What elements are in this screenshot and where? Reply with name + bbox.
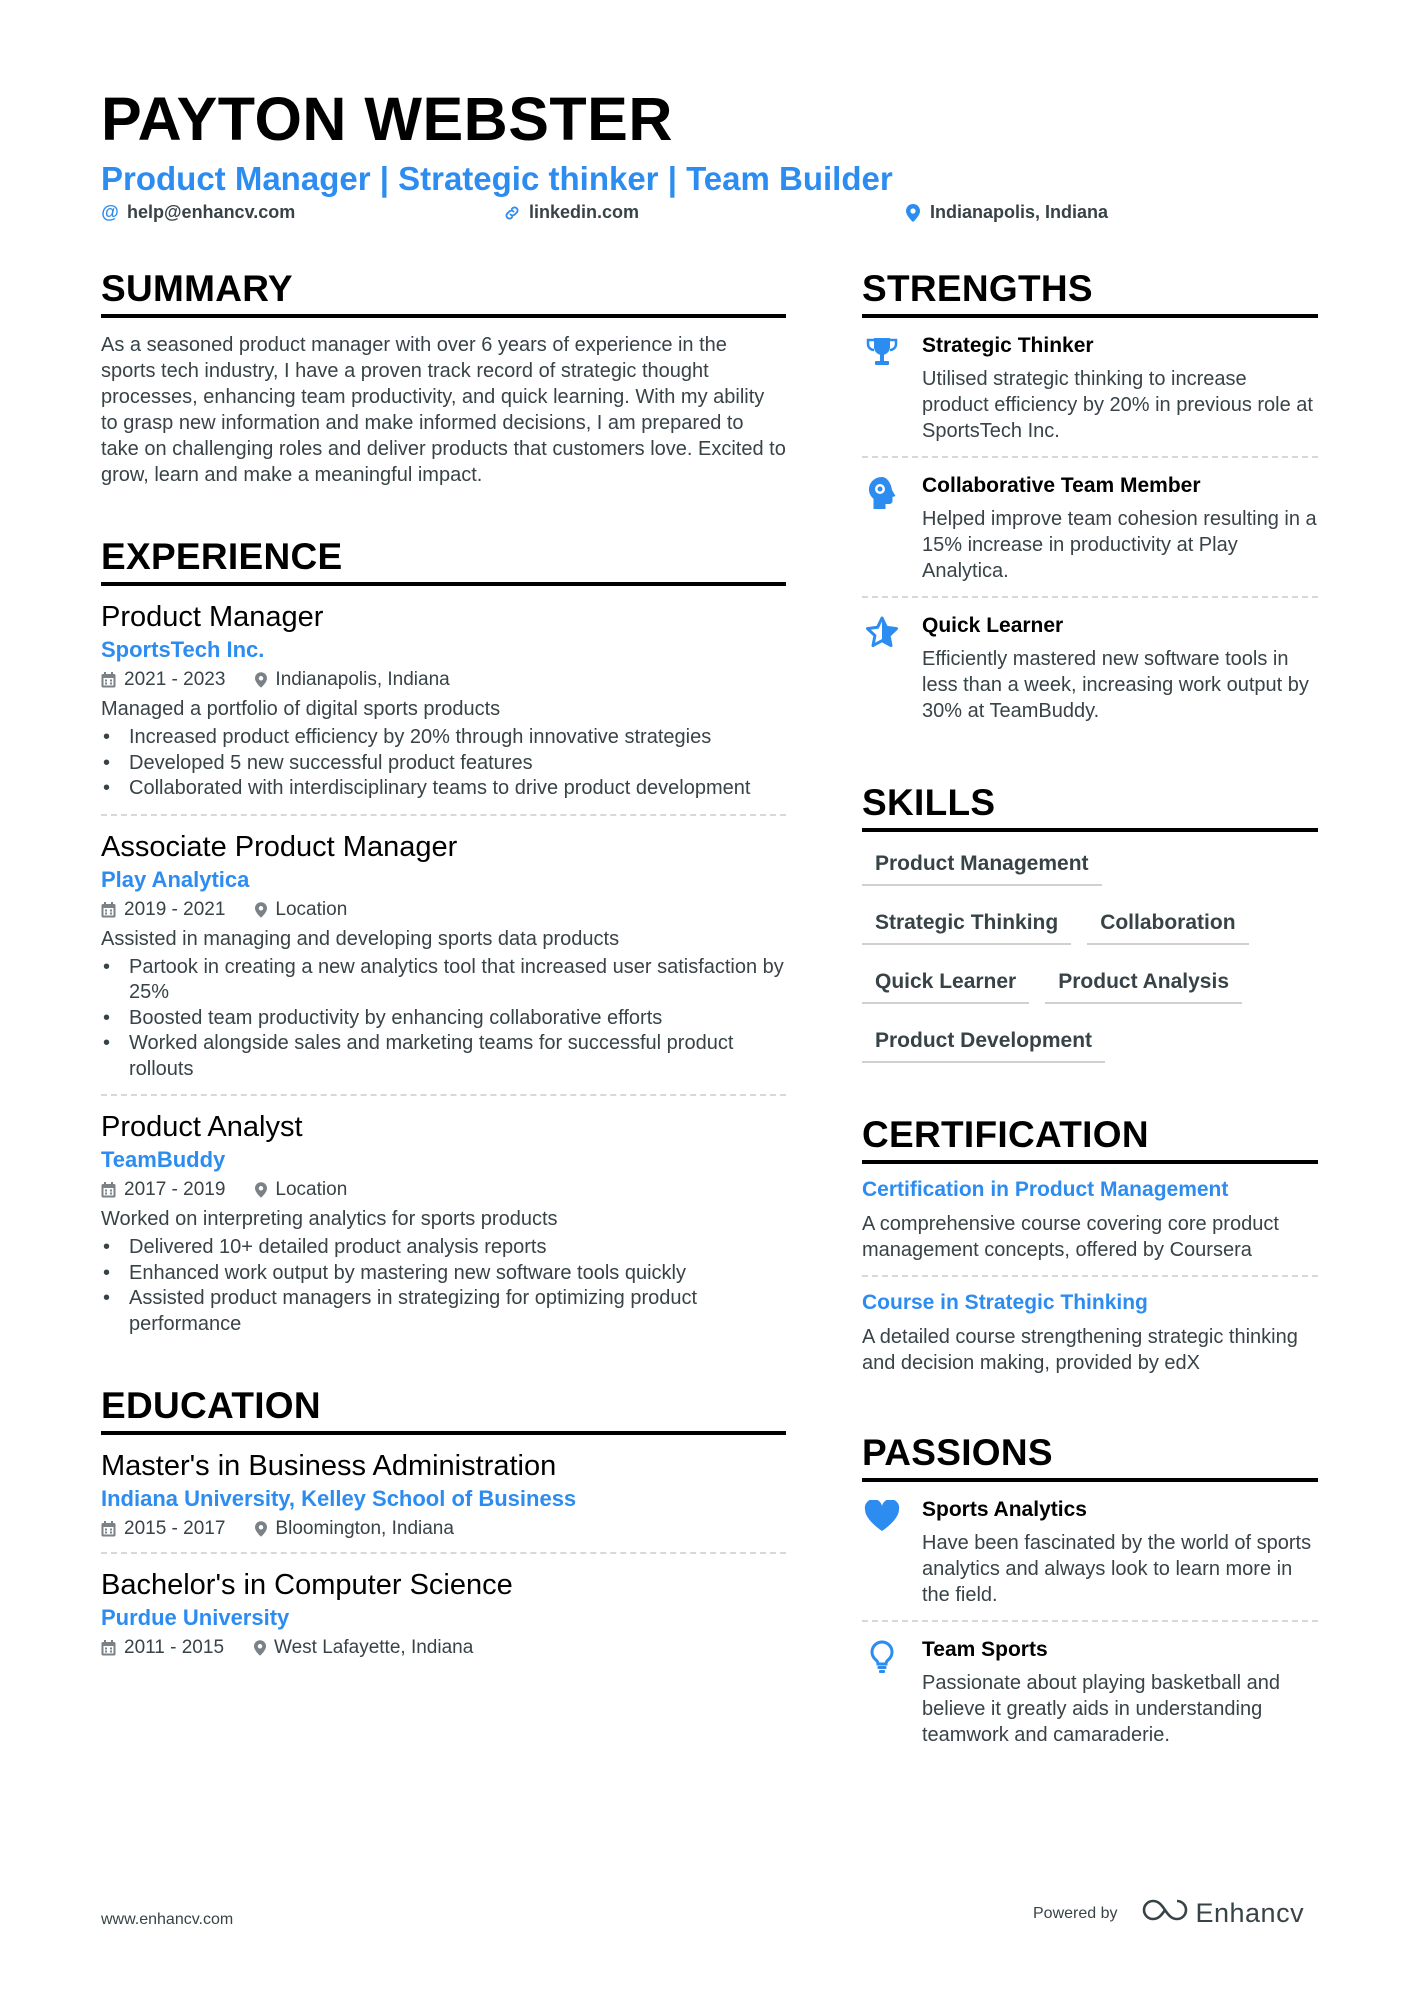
contact-email[interactable] [101, 202, 295, 223]
strength-title: Quick Learner [922, 614, 1064, 637]
enhancv-logo[interactable] [1142, 1898, 1305, 1929]
education-meta [101, 1518, 786, 1540]
company-name: Play Analytica [101, 866, 250, 892]
job-title: Product Manager [101, 601, 324, 633]
certification-description: A detailed course strengthening strategic thinking and decision making, provided by edX [862, 1326, 1298, 1374]
passion-item [862, 1482, 1318, 1622]
linkedin-text: linkedin.com [529, 202, 640, 222]
location-text: Bloomington, Indiana [275, 1518, 454, 1539]
skill-tag: Quick Learner [862, 960, 1029, 1004]
job-meta [101, 1179, 786, 1201]
achievement-item: • Worked alongside sales and marketing teams for successful product rollouts [101, 1031, 786, 1082]
company-name: SportsTech Inc. [101, 637, 265, 662]
dates-text: 2015 - 2017 [124, 1518, 226, 1539]
location-pin-icon [255, 1521, 267, 1537]
passion-item [862, 1622, 1318, 1760]
brand-name: Enhancv [1195, 1898, 1305, 1928]
strength-title: Strategic Thinker [922, 334, 1094, 357]
achievement-item: • Enhanced work output by mastering new software tools quickly [101, 1261, 786, 1287]
right-column [862, 268, 1318, 1760]
candidate-name: PAYTON WEBSTER [101, 85, 673, 153]
strength-item [862, 318, 1318, 458]
achievement-list [101, 1235, 786, 1337]
calendar-icon [101, 672, 116, 688]
school-name: Indiana University, Kelley School of Business [101, 1486, 577, 1511]
skills-list [862, 832, 1332, 1078]
email-text: help@enhancv.com [127, 202, 296, 222]
dates-text: 2021 - 2023 [124, 669, 226, 690]
job-dates [101, 899, 225, 921]
education-entry [101, 1554, 786, 1671]
education-dates [101, 1637, 224, 1659]
location-pin-icon [255, 902, 267, 918]
education-title: EDUCATION [101, 1385, 786, 1435]
job-dates [101, 1179, 225, 1201]
achievement-item: • Developed 5 new successful product features [101, 751, 786, 777]
certification-description: A comprehensive course covering core product management concepts, offered by Coursera [862, 1213, 1279, 1261]
certification-title: CERTIFICATION [862, 1114, 1318, 1164]
company-name: TeamBuddy [101, 1147, 226, 1172]
strength-description: Helped improve team cohesion resulting in a 15% increase in productivity at Play Analytica. [922, 508, 1317, 582]
calendar-icon [101, 1640, 116, 1656]
strength-content [922, 614, 1318, 724]
strength-title: Collaborative Team Member [922, 474, 1201, 497]
certification-item [862, 1164, 1318, 1277]
certification-item [862, 1277, 1318, 1388]
job-meta [101, 669, 786, 691]
star-icon [862, 614, 902, 724]
experience-entry [101, 586, 786, 816]
location-text: Location [275, 1179, 348, 1200]
education-section [101, 1385, 786, 1671]
location-text: West Lafayette, Indiana [274, 1637, 474, 1658]
achievement-item: • Collaborated with interdisciplinary teams to drive product development [101, 776, 786, 802]
passion-description: Passionate about playing basketball and believe it greatly aids in understanding teamwork and camaraderie. [922, 1672, 1281, 1746]
job-description: Worked on interpreting analytics for sports products [101, 1208, 558, 1230]
head-icon [862, 474, 902, 584]
strength-item [862, 598, 1318, 736]
skill-tag: Product Analysis [1045, 960, 1242, 1004]
passions-title: PASSIONS [862, 1432, 1318, 1482]
job-location [255, 669, 449, 691]
at-icon: @ [101, 202, 119, 222]
job-location [255, 899, 347, 921]
job-meta [101, 899, 786, 921]
passion-title: Sports Analytics [922, 1498, 1087, 1521]
dates-text: 2019 - 2021 [124, 898, 226, 920]
location-pin-icon [255, 672, 267, 688]
location-pin-icon [904, 204, 922, 222]
certification-name: Certification in Product Management [862, 1178, 1229, 1201]
infinity-logo-icon [1142, 1898, 1188, 1929]
calendar-icon [101, 1521, 116, 1537]
skills-section [862, 782, 1318, 1078]
left-column [101, 268, 786, 1671]
achievement-item: • Partook in creating a new analytics tool that increased user satisfaction by 25% [101, 955, 786, 1006]
skill-tag: Collaboration [1087, 901, 1248, 945]
passion-content [922, 1498, 1318, 1608]
experience-title: EXPERIENCE [101, 536, 786, 586]
experience-entry [101, 816, 786, 1097]
summary-text: As a seasoned product manager with over 6 years of experience in the sports tech industry, I have a proven track record of strategic thought processes, enhancing team productivity, and quick learning. With my ability to grasp new information and make informed decisions, I am prepared to take on challenging roles and deliver products that customers love. Excited to grow, learn and make a meaningful impact. [101, 334, 786, 486]
dates-text: 2011 - 2015 [124, 1637, 225, 1658]
powered-by-text: Powered by [1033, 1904, 1118, 1922]
job-title: Product Analyst [101, 1111, 303, 1143]
education-dates [101, 1518, 225, 1540]
job-location [255, 1179, 347, 1201]
strengths-section [862, 268, 1318, 736]
skills-title: SKILLS [862, 782, 1318, 832]
degree-title: Bachelor's in Computer Science [101, 1569, 513, 1601]
calendar-icon [101, 902, 116, 918]
heart-icon [862, 1498, 902, 1608]
achievement-list [101, 725, 786, 802]
achievement-item: • Increased product efficiency by 20% through innovative strategies [101, 725, 786, 751]
certification-name: Course in Strategic Thinking [862, 1291, 1148, 1314]
location-pin-icon [254, 1640, 266, 1656]
education-entry [101, 1435, 786, 1554]
education-meta [101, 1637, 786, 1659]
strengths-title: STRENGTHS [862, 268, 1318, 318]
job-description: Managed a portfolio of digital sports products [101, 698, 501, 720]
job-description: Assisted in managing and developing sports data products [101, 927, 620, 950]
passion-title: Team Sports [922, 1638, 1048, 1661]
strength-description: Utilised strategic thinking to increase product efficiency by 20% in previous role at SportsTech Inc. [922, 368, 1313, 442]
summary-section [101, 268, 786, 488]
lightbulb-icon [862, 1638, 902, 1748]
strength-description: Efficiently mastered new software tools in less than a week, increasing work output by 30% at TeamBuddy. [922, 648, 1309, 722]
contact-linkedin[interactable] [503, 202, 639, 223]
link-icon [503, 204, 521, 222]
trophy-icon [862, 334, 902, 444]
education-location [255, 1518, 454, 1540]
strength-item [862, 458, 1318, 598]
achievement-item: • Delivered 10+ detailed product analysis reports [101, 1235, 786, 1261]
location-text: Indianapolis, Indiana [930, 202, 1109, 222]
achievement-list [101, 955, 786, 1083]
footer-website[interactable]: www.enhancv.com [101, 1911, 234, 1928]
passions-section [862, 1432, 1318, 1760]
headline: Product Manager | Strategic thinker | Team Builder [101, 160, 893, 197]
skill-tag: Product Management [862, 842, 1102, 886]
location-text: Location [275, 898, 348, 920]
skill-tag: Product Development [862, 1019, 1105, 1063]
certification-section [862, 1114, 1318, 1388]
location-pin-icon [255, 1182, 267, 1198]
strength-content [922, 334, 1318, 444]
degree-title: Master's in Business Administration [101, 1450, 557, 1482]
skill-tag: Strategic Thinking [862, 901, 1071, 945]
achievement-item: • Assisted product managers in strategizing for optimizing product performance [101, 1286, 786, 1337]
school-name: Purdue University [101, 1605, 290, 1630]
strength-content [922, 474, 1318, 584]
passion-content [922, 1638, 1318, 1748]
passion-description: Have been fascinated by the world of sports analytics and always look to learn more in the field. [922, 1532, 1312, 1606]
summary-title: SUMMARY [101, 268, 786, 318]
job-dates [101, 669, 225, 691]
footer-branding [1033, 1898, 1304, 1929]
location-text: Indianapolis, Indiana [275, 669, 450, 690]
dates-text: 2017 - 2019 [124, 1179, 226, 1200]
experience-entry [101, 1096, 786, 1349]
job-title: Associate Product Manager [101, 830, 458, 863]
education-location [254, 1637, 473, 1659]
calendar-icon [101, 1182, 116, 1198]
experience-section [101, 536, 786, 1349]
contact-location [904, 202, 1108, 223]
achievement-item: • Boosted team productivity by enhancing collaborative efforts [101, 1006, 786, 1032]
